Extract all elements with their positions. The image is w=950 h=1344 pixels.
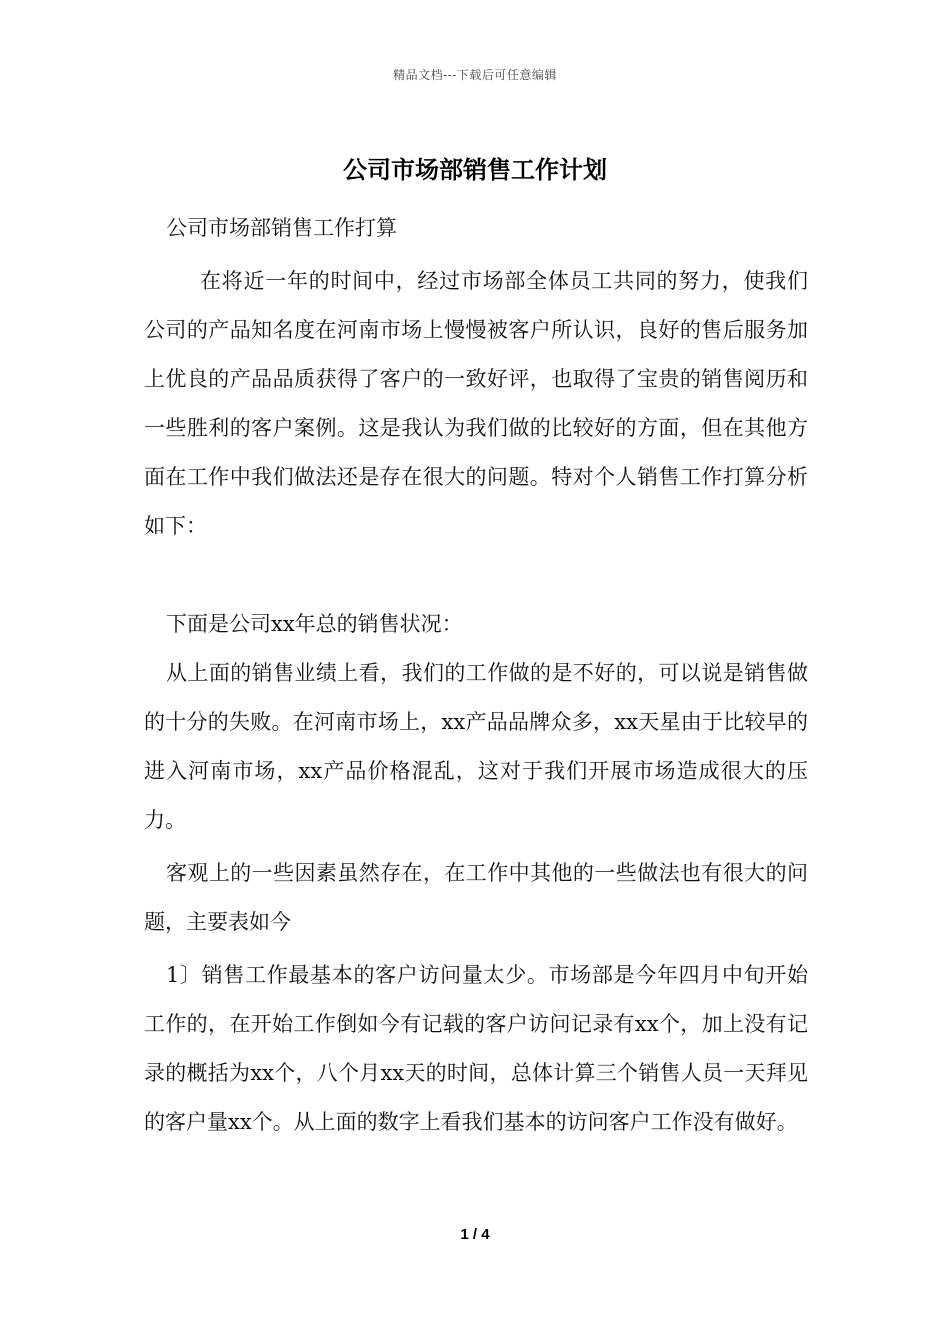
page-number: 1 / 4	[460, 1226, 490, 1243]
paragraph-item-1: 1〕销售工作最基本的客户访问量太少。市场部是今年四月中旬开始工作的，在开始工作倒如今有记载的客户访问记录有xx个，加上没有记录的概括为xx个，八个月xx天的时间，总体计算三个销售人员一天拜见的客户量xx个。从上面的数字上看我们基本的访问客户工作没有做好。	[144, 963, 808, 1134]
page-title: 公司市场部销售工作计划	[343, 155, 607, 184]
paragraph-sales-overview: 下面是公司xx年总的销售状况：	[166, 612, 463, 636]
paragraph-subtitle: 公司市场部销售工作打算	[166, 216, 397, 240]
paragraph-intro: 在将近一年的时间中，经过市场部全体员工共同的努力，使我们公司的产品知名度在河南市场上慢慢被客户所认识，良好的售后服务加上优良的产品品质获得了客户的一致好评，也取得了宝贵的销售阅历和一些胜利的客户案例。这是我认为我们做的比较好的方面，但在其他方面在工作中我们做法还是存在很大的问题。特对个人销售工作打算分析如下：	[144, 269, 808, 538]
paragraph-problems: 客观上的一些因素虽然存在，在工作中其他的一些做法也有很大的问题，主要表如今	[144, 861, 808, 934]
header-note: 精品文档---下载后可任意编辑	[393, 68, 557, 82]
paragraph-performance: 从上面的销售业绩上看，我们的工作做的是不好的，可以说是销售做的十分的失败。在河南市场上，xx产品品牌众多，xx天星由于比较早的进入河南市场，xx产品价格混乱，这对于我们开展市场造成很大的压力。	[144, 661, 808, 832]
document-body	[144, 204, 808, 1147]
